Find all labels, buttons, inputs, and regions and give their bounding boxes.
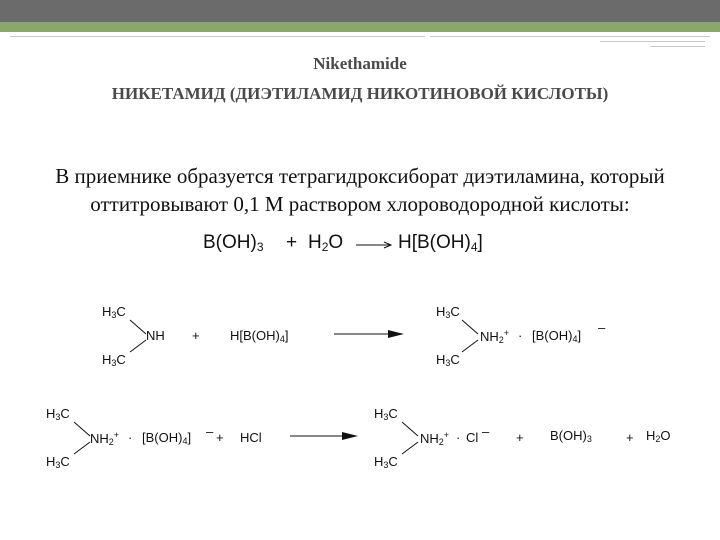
borate-anion-label: $[B(OH)_4]$ [532,328,582,344]
body-paragraph: В приемнике образуется тетрагидроксиборат диэтиламина, который оттитровывают 0,1 М раствором хлороводородной кислоты: [55,164,665,216]
hydrochloric-acid-label: HCl [240,430,262,445]
methyl-group-label: $H_3C$ [102,352,126,368]
methyl-group-label: $H_3C$ [436,352,460,368]
methyl-group-label: $H_3C$ [374,406,398,422]
dot-separator: · [456,430,461,445]
ammonium-label: $NH_2^+$ [90,430,120,447]
decorative-rule [430,36,710,37]
equation-product-tetrahydroxyboric-acid: $H[B(OH)_4]$ [398,232,483,254]
negative-charge: – [598,320,606,335]
ammonium-label: $NH_2^+$ [480,328,510,345]
chloride-label: Cl [466,430,479,445]
methyl-group-label: $H_3C$ [46,406,70,422]
plus-sign: + [626,430,634,445]
dot-separator: · [518,328,523,343]
water-label: $H_2O$ [646,428,671,444]
decorative-rule [650,46,705,47]
plus-sign: + [516,430,524,445]
reaction-scheme [0,290,720,540]
negative-charge: – [206,424,214,439]
equation-reactant-water: $H_2O$ [308,232,344,254]
equation-reactant-boric-acid: $B(OH)_3$ [203,232,264,254]
plus-sign: + [192,328,200,343]
decorative-rule [10,36,425,37]
decorative-rule [600,41,705,42]
borate-anion-label: $[B(OH)_4]$ [142,430,192,446]
equation-arrow-icon [354,236,394,252]
equation-plus: + [286,232,298,253]
plus-sign: + [216,430,224,445]
header-green-bar [0,22,720,32]
slide-title-english: Nikethamide [313,54,407,73]
ammonium-label: $NH_2^+$ [420,430,450,447]
methyl-group-label: $H_3C$ [102,304,126,320]
scheme-bonds-and-arrows [0,290,720,540]
methyl-group-label: $H_3C$ [436,304,460,320]
methyl-group-label: $H_3C$ [374,454,398,470]
boric-acid-label: $B(OH)_3$ [550,428,592,444]
slide-title-russian: НИКЕТАМИД (ДИЭТИЛАМИД НИКОТИНОВОЙ КИСЛОТЫ) [111,84,609,103]
tetrahydroxyboric-acid-label: $H[B(OH)_4]$ [230,328,289,344]
negative-charge: – [482,424,490,439]
amine-nh-label: NH [146,328,165,343]
methyl-group-label: $H_3C$ [46,454,70,470]
header-dark-bar [0,0,720,22]
equation-boric-acid [0,232,720,262]
dot-separator: · [128,430,133,445]
